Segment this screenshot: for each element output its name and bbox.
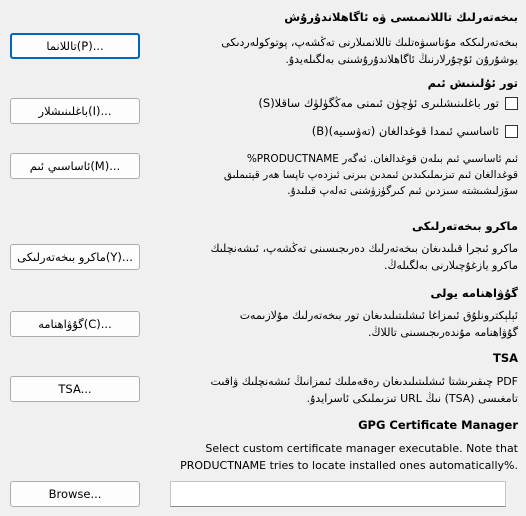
macro-security-heading: ماكرو بىخەتەرلىكى [412,219,518,233]
security-options-desc-line-2: يوشۇرۇن ئۇچۇرلارنىڭ ئاگاھلاندۇرۇشىنى بەلگىلەيدۇ. [285,53,518,66]
certificate-path-desc-line-2: گۇۋاھنامە مۇندەرىجىسىنى تاللاڭ. [367,326,518,339]
persist-passwords-label: تور باغلىنىشلىرى ئۈچۈن ئىمنى مەڭگۈلۈك ساقلا(S) [258,96,499,110]
macro-security-desc-line-1: ماكرو ئىجرا قىلىدىغان بىخەتەرلىك دەرىجىسىنى تەڭشەپ، ئىشەنچلىك [210,242,518,255]
macro-security-desc-line-2: ماكرو يازغۇچىلارنى بەلگىلەڭ. [383,259,518,272]
master-password-label: ئاساسىي ئىمدا قوغدالغان (تەۋسىيە)(B) [311,124,499,138]
master-password-desc-line-2: قوغدالغان ئىم تىزىملىكىدىن ئىمدىن بىرنى ئىزدەپ تاپسا ھەر قېتىملىق [223,169,518,181]
gpg-manager-path-input[interactable] [170,481,506,507]
connections-button[interactable]: باغلىنىشلار(I)... [10,98,140,124]
gpg-manager-desc-line-1: Select custom certificate manager executable. Note that [205,442,518,455]
master-password-desc-line-1: ئىم ئاساسىي ئىم بىلەن قوغدالغان. ئەگەر PRODUCTNAME% [246,153,518,165]
master-password-checkbox[interactable] [505,125,518,138]
macro-security-description [210,240,518,274]
master-password-desc-line-3: سۆزلىشىشتە سىزدىن ئىم كىرگۈزۈشنى تەلەپ قىلىدۇ. [287,185,518,197]
tsa-desc-line-1: PDF چىقىرىشتا ئىشلىتىلىدىغان رەقەملىك ئىمزانىڭ ئىشەنچلىك ۋاقىت [210,375,518,388]
web-login-heading: تور ئۇلىنىش ئىم [427,76,518,90]
master-password-button[interactable]: ئاساسىي ئىم(M)... [10,153,140,179]
tsa-button[interactable]: TSA... [10,376,140,402]
gpg-manager-heading: GPG Certificate Manager [358,418,518,432]
security-options-description [221,34,518,68]
persist-passwords-checkbox-row[interactable] [258,96,518,110]
certificate-button[interactable]: گۇۋاھنامە(C)... [10,311,140,337]
master-password-checkbox-row[interactable] [312,124,518,138]
tsa-desc-line-2: تامغىسى (TSA) نىڭ URL تىزىملىكى ئاسرايدۇ. [306,392,518,405]
security-options-desc-line-1: بىخەتەرلىككە مۇناسىۋەتلىك تاللانمىلارنى تەڭشەپ، پوتوكولەردىكى [221,36,518,49]
gpg-manager-description [180,440,518,474]
certificate-path-desc-line-1: ئېلېكترونلۇق ئىمزاغا ئىشلىتىلىدىغان تور بىخەتەرلىك مۇلازىمەت [239,309,518,322]
persist-passwords-checkbox[interactable] [505,97,518,110]
gpg-manager-desc-line-2: PRODUCTNAME tries to locate installed ones automatically%. [180,459,518,472]
certificate-path-heading: گۇۋاھنامە يولى [430,286,518,300]
browse-button[interactable]: Browse... [10,481,140,507]
security-options-heading: بىخەتەرلىك تاللانمىسى ۋە ئاگاھلاندۇرۇش [284,10,518,24]
tsa-heading: TSA [492,351,518,365]
master-password-description [224,151,518,199]
options-button[interactable]: تاللانما(P)... [10,33,140,59]
macro-security-button[interactable]: ماكرو بىخەتەرلىكى(Y)... [10,244,140,270]
tsa-description [211,373,518,407]
certificate-path-description [240,307,518,341]
